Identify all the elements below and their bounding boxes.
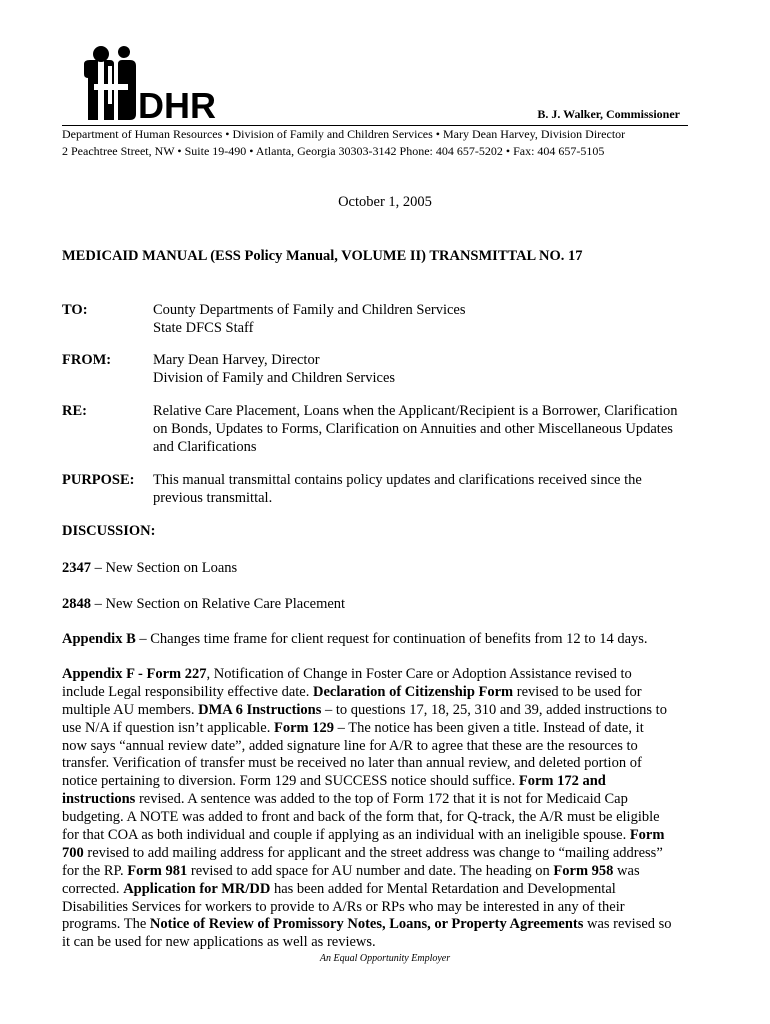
text-run: revised. A sentence was added to the top of Form 172 that it is not for Medicaid Cap: [135, 791, 628, 808]
family-emblem-icon: [84, 46, 136, 120]
section-desc: – New Section on Relative Care Placement: [91, 596, 346, 612]
text-run: it can be used for new applications as well as reviews.: [62, 934, 376, 951]
text-run: revised to add space for AU number and date. The heading on: [187, 862, 554, 879]
bold-run: Application for MR/DD: [123, 880, 271, 897]
text-run: notice pertaining to diversion. Form 129 and SUCCESS notice should suffice.: [62, 773, 519, 790]
text-run: has been added for Mental Retardation and Developmental: [270, 880, 616, 897]
from-field: [62, 351, 702, 387]
from-line: Mary Dean Harvey, Director: [153, 352, 320, 368]
appendix-f-line: [62, 845, 712, 863]
purpose-label: PURPOSE:: [62, 472, 135, 488]
bold-run: Form: [629, 827, 665, 844]
re-line: Relative Care Placement, Loans when the Applicant/Recipient is a Borrower, Clarification: [153, 403, 678, 419]
text-run: budgeting. A NOTE was added to front and back of the form that, for Q-track, the A/R must be eligible: [62, 809, 660, 826]
text-run: was: [613, 862, 640, 879]
section-number: 2347: [62, 560, 91, 576]
appendix-f-line: [62, 755, 712, 773]
appendix-desc: – Changes time frame for client request for continuation of benefits from 12 to 14 days.: [135, 631, 648, 647]
re-field: [62, 402, 702, 456]
appendix-f-line: [62, 702, 712, 720]
memo-title: MEDICAID MANUAL (ESS Policy Manual, VOLUME II) TRANSMITTAL NO. 17: [62, 248, 583, 264]
appendix-b: [62, 631, 648, 648]
address-line-1: Department of Human Resources • Division of Family and Children Services • Mary Dean Harvey, Division Director: [62, 127, 626, 141]
appendix-f-line: [62, 934, 712, 952]
bold-run: Form 958: [553, 862, 614, 879]
appendix-f-line: [62, 863, 712, 881]
text-run: Disabilities Services for workers to provide to A/Rs or RPs who may be interested in any of their: [62, 898, 625, 915]
appendix-f-line: [62, 684, 712, 702]
text-run: for that COA as both individual and couple if applying as an individual with an ineligible spouse.: [62, 827, 630, 844]
re-label: RE:: [62, 403, 87, 419]
text-run: use N/A if question isn’t applicable.: [62, 719, 274, 736]
bold-run: Form 129: [273, 719, 334, 736]
footer-equal-opportunity: An Equal Opportunity Employer: [319, 953, 451, 964]
purpose-line: This manual transmittal contains policy updates and clarifications received since the: [153, 472, 642, 488]
text-run: now says “annual review date”, added signature line for A/R to agree that these are the resources to: [62, 737, 638, 754]
appendix-f-line: [62, 827, 712, 845]
to-line: State DFCS Staff: [153, 320, 254, 336]
memo-date: October 1, 2005: [338, 194, 432, 210]
purpose-field: [62, 471, 702, 507]
re-line: and Clarifications: [153, 439, 257, 455]
appendix-f-paragraph: [62, 666, 712, 952]
discussion-heading: DISCUSSION:: [62, 523, 156, 539]
section-desc: – New Section on Loans: [91, 560, 238, 576]
section-2347: [62, 560, 237, 577]
appendix-f-line: [62, 791, 712, 809]
text-run: revised to be used for: [513, 683, 642, 700]
appendix-f-line: [62, 809, 712, 827]
commissioner-name: B. J. Walker, Commissioner: [537, 107, 680, 121]
appendix-f-line: [62, 738, 712, 756]
bold-run: DMA 6 Instructions: [198, 701, 322, 718]
section-number: 2848: [62, 596, 91, 612]
purpose-line: previous transmittal.: [153, 490, 273, 506]
bold-run: Form 172 and: [518, 773, 606, 790]
text-run: was revised so: [583, 916, 672, 933]
bold-run: Appendix F - Form 227: [62, 666, 207, 682]
to-line: County Departments of Family and Children Services: [153, 302, 466, 318]
text-run: corrected.: [62, 880, 124, 897]
text-run: transfer. Verification of transfer must be received no later than annual review, and deleted portion of: [62, 755, 642, 772]
appendix-f-line: [62, 720, 712, 738]
text-run: – The notice has been given a title. Instead of date, it: [333, 719, 644, 736]
bold-run: instructions: [62, 791, 136, 808]
text-run: revised to add mailing address for applicant and the street address was change to “mailing address”: [83, 844, 663, 861]
text-run: include Legal responsibility effective date.: [62, 683, 313, 700]
from-line: Division of Family and Children Services: [153, 370, 396, 386]
logo-text: DHR: [138, 85, 216, 122]
letterhead-rule: [62, 125, 688, 126]
from-label: FROM:: [62, 352, 112, 368]
text-run: multiple AU members.: [62, 701, 199, 718]
bold-run: Declaration of Citizenship Form: [312, 683, 514, 700]
text-run: for the RP.: [62, 862, 128, 879]
to-label: TO:: [62, 302, 88, 318]
appendix-f-line: [62, 666, 712, 684]
appendix-label: Appendix B: [62, 631, 136, 647]
re-line: on Bonds, Updates to Forms, Clarification on Annuities and other Miscellaneous Updates: [153, 421, 673, 437]
text-run: , Notification of Change in Foster Care or Adoption Assistance revised to: [206, 666, 632, 682]
bold-run: 700: [62, 844, 84, 861]
appendix-f-line: [62, 899, 712, 917]
to-field: [62, 301, 702, 337]
section-2848: [62, 596, 345, 613]
bold-run: Notice of Review of Promissory Notes, Loans, or Property Agreements: [149, 916, 584, 933]
text-run: – to questions 17, 18, 25, 310 and 39, added instructions to: [321, 701, 667, 718]
address-line-2: 2 Peachtree Street, NW • Suite 19-490 • Atlanta, Georgia 30303-3142 Phone: 404 657-5202 • Fax: 404 657-5105: [62, 144, 605, 158]
dhr-logo: [80, 44, 250, 122]
bold-run: Form 981: [127, 862, 188, 879]
appendix-f-line: [62, 916, 712, 934]
text-run: programs. The: [62, 916, 150, 933]
appendix-f-line: [62, 881, 712, 899]
appendix-f-line: [62, 773, 712, 791]
